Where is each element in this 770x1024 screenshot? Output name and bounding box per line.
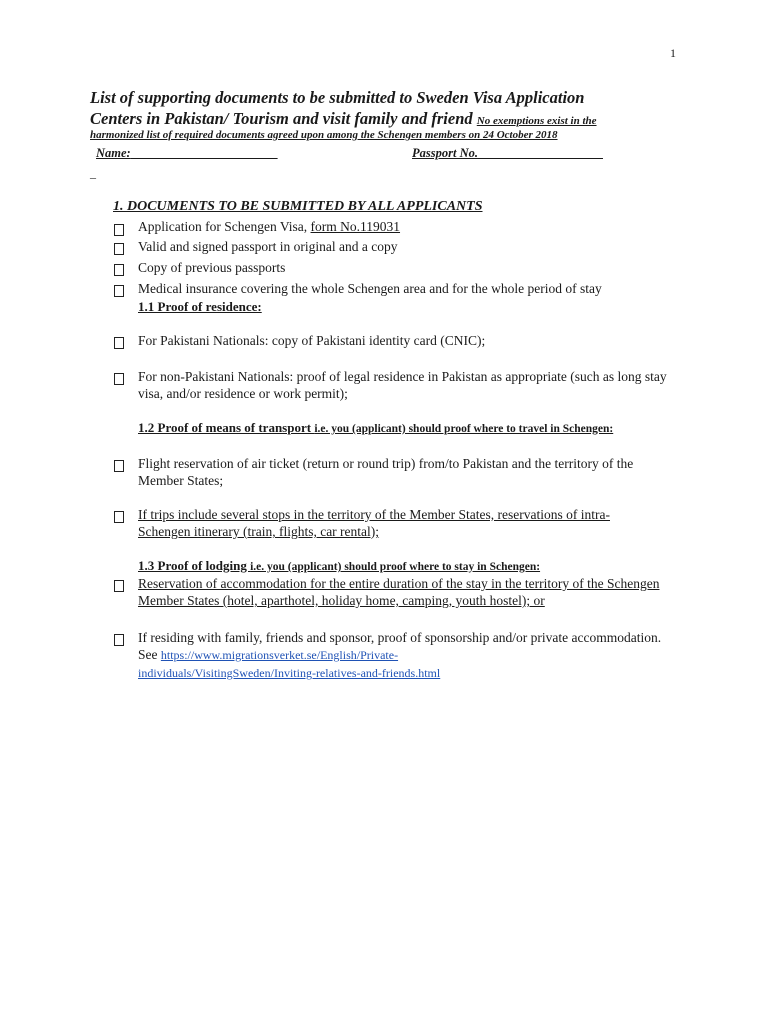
harmonized-note: harmonized list of required documents agreed upon among the Schengen members on 24 October 2018 bbox=[90, 129, 558, 141]
name-field[interactable] bbox=[96, 146, 278, 161]
checkbox-icon[interactable] bbox=[114, 373, 124, 385]
name-label: Name: bbox=[96, 146, 131, 160]
title-note: No exemptions exist in the bbox=[476, 115, 597, 127]
list-item: Copy of previous passports bbox=[138, 260, 286, 275]
list-item: Medical insurance covering the whole Schengen area and for the whole period of stay bbox=[138, 281, 602, 296]
subsection-1-2-heading: 1.2 Proof of means of transport i.e. you (applicant) should proof where to travel in Schengen: bbox=[138, 420, 614, 435]
list-item: For Pakistani Nationals: copy of Pakistani identity card (CNIC); bbox=[138, 333, 486, 348]
checkbox-icon[interactable] bbox=[114, 224, 124, 236]
form-reference: form No.119031 bbox=[310, 219, 401, 234]
migrationsverket-link[interactable]: https://www.migrationsverket.se/English/Private- bbox=[160, 648, 399, 662]
checkbox-icon[interactable] bbox=[114, 634, 124, 646]
list-item: If residing with family, friends and sponsor, proof of sponsorship and/or private accommodation. See https://www.migrationsverket.se/English/Private- individuals/VisitingSweden/Inviting-relatives-and-friends.html bbox=[138, 630, 662, 680]
migrationsverket-link-continued[interactable]: individuals/VisitingSweden/Inviting-relatives-and-friends.html bbox=[138, 666, 441, 680]
checkbox-icon[interactable] bbox=[114, 460, 124, 472]
dash-mark: _ bbox=[90, 166, 96, 180]
checkbox-icon[interactable] bbox=[114, 264, 124, 276]
subsection-1-3-heading: 1.3 Proof of lodging i.e. you (applicant) should proof where to stay in Schengen: bbox=[138, 558, 541, 573]
checkbox-icon[interactable] bbox=[114, 511, 124, 523]
checkbox-icon[interactable] bbox=[114, 285, 124, 297]
title-line-1: List of supporting documents to be submitted to Sweden Visa Application bbox=[90, 88, 585, 107]
section-1-heading: 1. DOCUMENTS TO BE SUBMITTED BY ALL APPLICANTS bbox=[113, 199, 483, 214]
list-item: Valid and signed passport in original and a copy bbox=[138, 239, 398, 254]
list-item: For non-Pakistani Nationals: proof of legal residence in Pakistan as appropriate (such as long stay visa, and/or residence or work permit); bbox=[138, 369, 667, 401]
list-item: Reservation of accommodation for the entire duration of the stay in the territory of the Schengen Member States (hotel, aparthotel, holiday home, camping, youth hostel); or bbox=[138, 576, 660, 608]
page-number: 1 bbox=[670, 46, 676, 60]
list-item: Flight reservation of air ticket (return or round trip) from/to Pakistan and the territory of the Member States; bbox=[138, 456, 634, 488]
list-item: If trips include several stops in the territory of the Member States, reservations of intra-Schengen itinerary (train, flights, car rental); bbox=[138, 507, 610, 539]
passport-field[interactable] bbox=[412, 146, 603, 161]
document-title bbox=[90, 87, 690, 132]
title-line-2: Centers in Pakistan/ Tourism and visit family and friend bbox=[90, 109, 473, 128]
passport-label: Passport No. bbox=[412, 146, 478, 160]
checkbox-icon[interactable] bbox=[114, 337, 124, 349]
list-item: Application for Schengen Visa, form No.119031 bbox=[138, 219, 401, 234]
subsection-1-1-heading: 1.1 Proof of residence: bbox=[138, 299, 262, 314]
checkbox-icon[interactable] bbox=[114, 243, 124, 255]
checkbox-icon[interactable] bbox=[114, 580, 124, 592]
